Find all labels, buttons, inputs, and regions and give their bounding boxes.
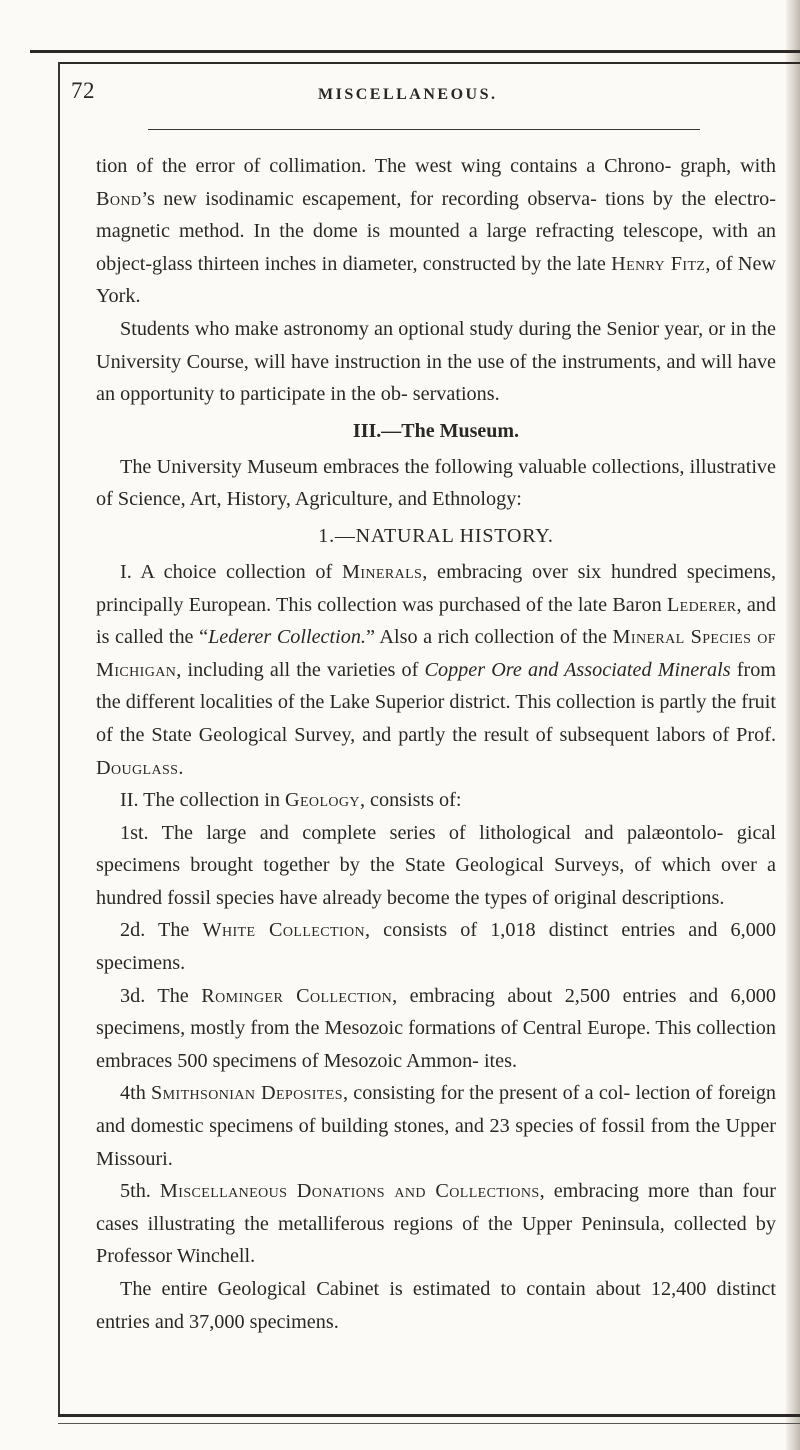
term-miscellaneous-donations: Miscellaneous Donations and Collections: [159, 1180, 540, 1203]
text-run: 3d. The: [120, 984, 202, 1007]
text-run: II. The collection in: [120, 789, 285, 812]
paragraph-astronomy-students: Students who make astronomy an optional study during the Senior year, or in the University Course, will have instruction in the use of the instruments, and will have an opportunity to participate in the ob- servations.: [96, 317, 776, 406]
border-rule-top-outer: [30, 50, 800, 53]
text-run: , embracing about 2,500 entries and 6,000 specimens, mostly from the Mesozoic formations of Central Europe. This collection embraces 500 specimens of Mesozoic Ammon- ites.: [96, 984, 776, 1072]
text-run: , consists of 1,018 distinct entries and 6,000 specimens.: [96, 919, 776, 975]
text-run: 5th.: [120, 1180, 160, 1203]
subsection-heading-natural-history: 1.—NATURAL HISTORY.: [318, 524, 554, 547]
text-run: , including all the varieties of: [176, 658, 425, 681]
term-minerals: Minerals: [341, 560, 423, 583]
paragraph-geology-5th: [96, 1175, 776, 1273]
text-run: from the different localities of the Lake Superior district. This collection is partly the fruit of the State Geological Survey, and partly the result of subsequent labors of Prof.: [96, 658, 777, 746]
text-run: .: [178, 756, 184, 779]
term-geology: Geology: [285, 789, 360, 812]
name-bond: Bond: [96, 187, 142, 210]
text-run: , consists of:: [359, 789, 462, 812]
paragraph-museum-intro: The University Museum embraces the following valuable collections, illustrative of Science, Art, History, Agriculture, and Ethnology:: [96, 455, 776, 511]
paragraph-geology-4th: [96, 1077, 776, 1175]
page-number: 72: [71, 78, 95, 103]
text-run: , embracing over six hundred specimens, principally European. This collection was purchased of the late Baron: [96, 560, 776, 616]
title-lederer-collection: Lederer Collection.: [208, 626, 366, 649]
border-rule-left: [58, 62, 60, 1416]
text-run: tion of the error of collimation. The west wing contains a Chrono- graph, with: [96, 155, 776, 177]
name-lederer: Lederer: [666, 593, 737, 616]
page-edge-shadow: [786, 0, 800, 1450]
text-run: 4th: [120, 1082, 152, 1105]
paragraph-cabinet-total: The entire Geological Cabinet is estimated to contain about 12,400 distinct entries and 37,000 specimens.: [96, 1278, 776, 1333]
name-douglass: Douglass: [96, 756, 179, 779]
paragraph-geology-1st: 1st. The large and complete series of lithological and palæontolo- gical specimens brought together by the State Geological Surveys, of which over a hundred fossil species have already become the types of original descriptions.: [96, 821, 776, 909]
text-run: ’s new isodinamic escapement, for recording observa- tions by the electro-magnetic method. In the dome is mounted a large refracting telescope, with an object-glass thirteen inches in diameter, constructed by the late: [96, 187, 776, 275]
paragraph-geology-2d: [96, 914, 776, 979]
term-smithsonian-deposites: Smithsonian Deposites: [151, 1082, 343, 1105]
text-run: , of New York.: [96, 252, 776, 308]
text-run: , consisting for the present of a col- lection of foreign and domestic specimens of building stones, and 23 species of fossil from the Upper Missouri.: [96, 1082, 777, 1170]
border-rule-bottom-inner: [58, 1423, 800, 1424]
running-head: MISCELLANEOUS.: [318, 86, 498, 103]
border-rule-bottom-outer: [58, 1414, 800, 1417]
paragraph-minerals: [96, 556, 776, 784]
term-rominger-collection: Rominger Collection: [201, 984, 393, 1007]
border-rule-top-inner: [58, 62, 800, 64]
text-run: , embracing more than four cases illustrating the metalliferous regions of the Upper Peninsula, collected by Professor Winchell.: [96, 1180, 776, 1268]
paragraph-observatory-continued: [96, 150, 776, 313]
term-white-collection: White Collection: [202, 919, 365, 942]
paragraph-geology: [96, 784, 776, 817]
section-heading-museum: III.—The Museum.: [352, 419, 520, 442]
text-run: ” Also a rich collection of the: [365, 626, 613, 649]
title-copper-ore: Copper Ore and Associated Minerals: [424, 658, 731, 681]
text-run: 2d. The: [120, 919, 203, 942]
text-run: I. A choice collection of: [120, 560, 342, 583]
header-rule: [148, 129, 700, 130]
name-henry-fitz: Henry Fitz: [611, 252, 706, 275]
text-run: , and is called the “: [96, 593, 776, 649]
term-mineral-species-of-michigan: Mineral Species of Michigan: [96, 626, 776, 681]
page-body: [96, 150, 776, 1338]
paragraph-geology-3d: [96, 980, 776, 1078]
